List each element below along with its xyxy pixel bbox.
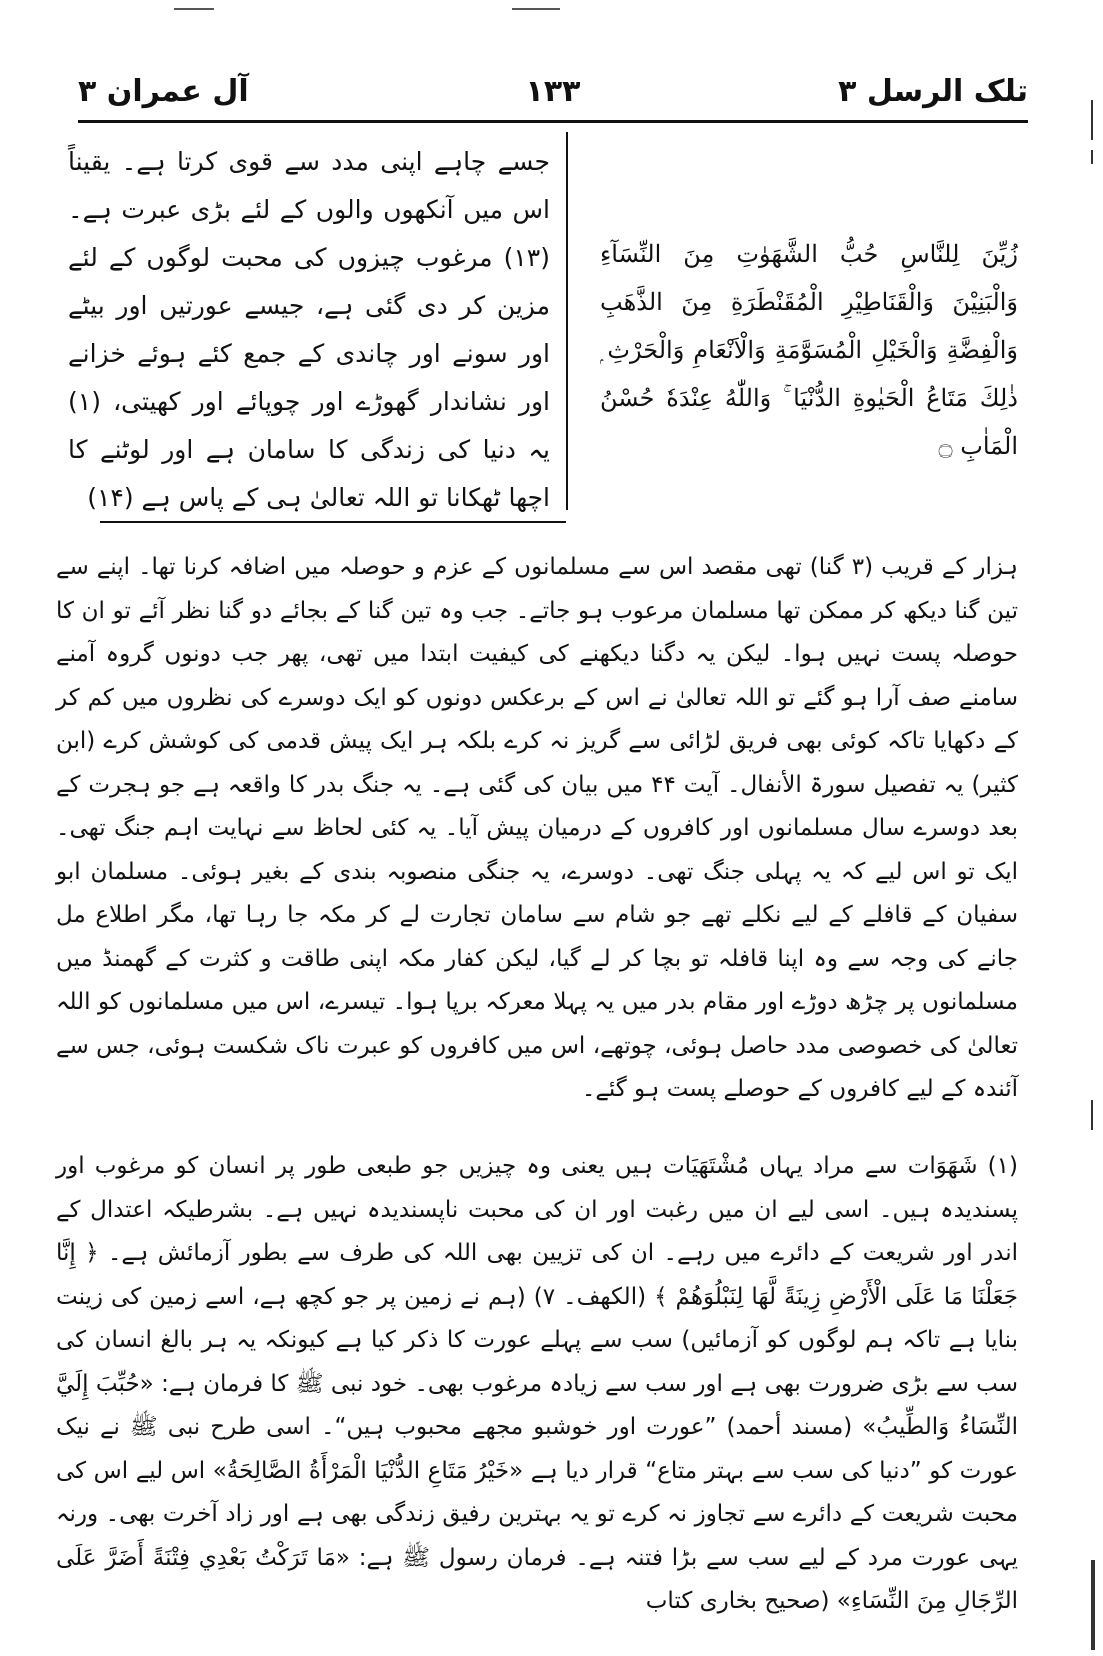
top-edge-mark — [174, 8, 214, 10]
margin-mark — [1091, 1100, 1093, 1130]
section-rule — [100, 521, 566, 523]
commentary-paragraph: ہزار کے قریب (۳ گنا) تھی مقصد اس سے مسلمانوں کے عزم و حوصلہ میں اضافہ کرنا تھا۔ اپنے سے تین گنا دیکھ کر ممکن تھا مسلمان مرعوب ہو جاتے۔ جب وہ تین گنا کے بجائے دو گنا نظر آئے تو ان کا حوصلہ پست نہیں ہوا۔ لیکن یہ دگنا دیکھنے کی کیفیت ابتدا میں تھی، پھر جب دونوں گروہ آمنے سامنے صف آرا ہو گئے تو اللہ تعالیٰ نے اس کے برعکس دونوں کو ایک دوسرے کی نظروں میں کم کر کے دکھایا تاکہ کوئی بھی فریق لڑائی سے گریز نہ کرے بلکہ ہر ایک پیش قدمی کی کوشش کرے (ابن کثیر) یہ تفصیل سورۃ الأنفال۔ آیت ۴۴ میں بیان کی گئی ہے۔ یہ جنگ بدر کا واقعہ ہے جو ہجرت کے بعد دوسرے سال مسلمانوں اور کافروں کے درمیان پیش آیا۔ یہ کئی لحاظ سے نہایت اہم جنگ تھی۔ ایک تو اس لیے کہ یہ پہلی جنگ تھی۔ دوسرے، یہ جنگی منصوبہ بندی کے بغیر ہوئی۔ مسلمان ابو سفیان کے قافلے کے لیے نکلے تھے جو شام سے سامان تجارت لے کر مکہ جا رہا تھا، مگر اطلاع مل جانے کی وجہ سے وہ اپنا قافلہ تو بچا کر لے گیا، لیکن کفار مکہ اپنی طاقت و کثرت کے گھمنڈ میں مسلمانوں پر چڑھ دوڑے اور مقام بدر میں یہ پہلا معرکہ برپا ہوا۔ تیسرے، اس میں مسلمانوں کو اللہ تعالیٰ کی خصوصی مدد حاصل ہوئی، چوتھے، اس میں کافروں کو عبرت ناک شکست ہوئی، جس سے آئندہ کے لیے کافروں کے حوصلے پست ہو گئے۔ — [56, 554, 1018, 1102]
arabic-verse: زُيِّنَ لِلنَّاسِ حُبُّ الشَّهَوٰتِ مِنَ النِّسَآءِ وَالْبَنِيْنَ وَالْقَنَاطِيْرِ الْمُقَنْطَرَةِ مِنَ الذَّهَبِ وَالْفِضَّةِ وَالْخَيْلِ الْمُسَوَّمَةِ وَالْاَنْعَامِ وَالْحَرْثِ ۭ ذٰلِكَ مَتَاعُ الْحَيٰوةِ الدُّنْيَا ۚ وَاللّٰهُ عِنْدَهٗ حُسْنُ الْمَاٰبِ ۝ — [600, 240, 1018, 460]
page-header — [78, 70, 1028, 123]
juz-name: تلک الرسل ۳ — [838, 74, 1028, 109]
margin-mark — [1091, 1560, 1095, 1650]
margin-mark — [1091, 150, 1093, 164]
footnote-text — [56, 1122, 1018, 1647]
top-edge-mark — [512, 8, 560, 10]
urdu-translation: جسے چاہے اپنی مدد سے قوی کرتا ہے۔ یقیناً اس میں آنکھوں والوں کے لئے بڑی عبرت ہے۔(۱۳) مرغوب چیزوں کی محبت لوگوں کے لئے مزین کر دی گئی ہے، جیسے عورتیں اور بیٹے اور سونے اور چاندی کے جمع کئے ہوئے خزانے اور نشاندار گھوڑے اور چوپائے اور کھیتی، (۱) یہ دنیا کی زندگی کا سامان ہے اور لوٹنے کا اچھا ٹھکانا تو اللہ تعالیٰ ہی کے پاس ہے (۱۴) — [68, 147, 550, 512]
margin-mark — [1091, 100, 1093, 140]
column-divider — [566, 132, 568, 510]
commentary-text — [56, 546, 1018, 1112]
footnote-paragraph: (۱) شَهَوَات سے مراد یہاں مُشْتَهَيَات ہیں یعنی وہ چیزیں جو طبعی طور پر انسان کو مرغوب اور پسندیدہ ہیں۔ اسی لیے ان میں رغبت اور ان کی محبت ناپسندیدہ نہیں ہے۔ بشرطیکہ اعتدال کے اندر اور شریعت کے دائرے میں رہے۔ ان کی تزیین بھی اللہ کی طرف سے بطور آزمائش ہے۔ ﴿ إِنَّا جَعَلْنَا مَا عَلَى الْأَرْضِ زِينَةً لَّهَا لِنَبْلُوَهُمْ ﴾ (الکھف۔ ۷) (ہم نے زمین پر جو کچھ ہے، اسے زمین کی زینت بنایا ہے تاکہ ہم لوگوں کو آزمائیں) سب سے پہلے عورت کا ذکر کیا ہے کیونکہ یہ ہر بالغ انسان کی سب سے بڑی ضرورت بھی ہے اور سب سے زیادہ مرغوب بھی۔ خود نبی ﷺ کا فرمان ہے: «حُبِّبَ إِلَيَّ النِّسَاءُ وَالطِّيبُ» (مسند أحمد) ”عورت اور خوشبو مجھے محبوب ہیں“۔ اسی طرح نبی ﷺ نے نیک عورت کو ”دنیا کی سب سے بہتر متاع“ قرار دیا ہے «خَيْرُ مَتَاعِ الدُّنْيَا الْمَرْأَةُ الصَّالِحَةُ» اس لیے اس کی محبت شریعت کے دائرے سے تجاوز نہ کرے تو یہ بہترین رفیق زندگی بھی ہے اور زاد آخرت بھی۔ ورنہ یہی عورت مرد کے لیے سب سے بڑا فتنہ ہے۔ فرمان رسول ﷺ ہے: «مَا تَرَكْتُ بَعْدِي فِتْنَةً أَضَرَّ عَلَى الرِّجَالِ مِنَ النِّسَاءِ» (صحیح بخاری کتاب — [56, 1153, 1018, 1614]
page-number: ۱۳۳ — [525, 74, 581, 109]
surah-name: آل عمران ۳ — [78, 74, 249, 109]
